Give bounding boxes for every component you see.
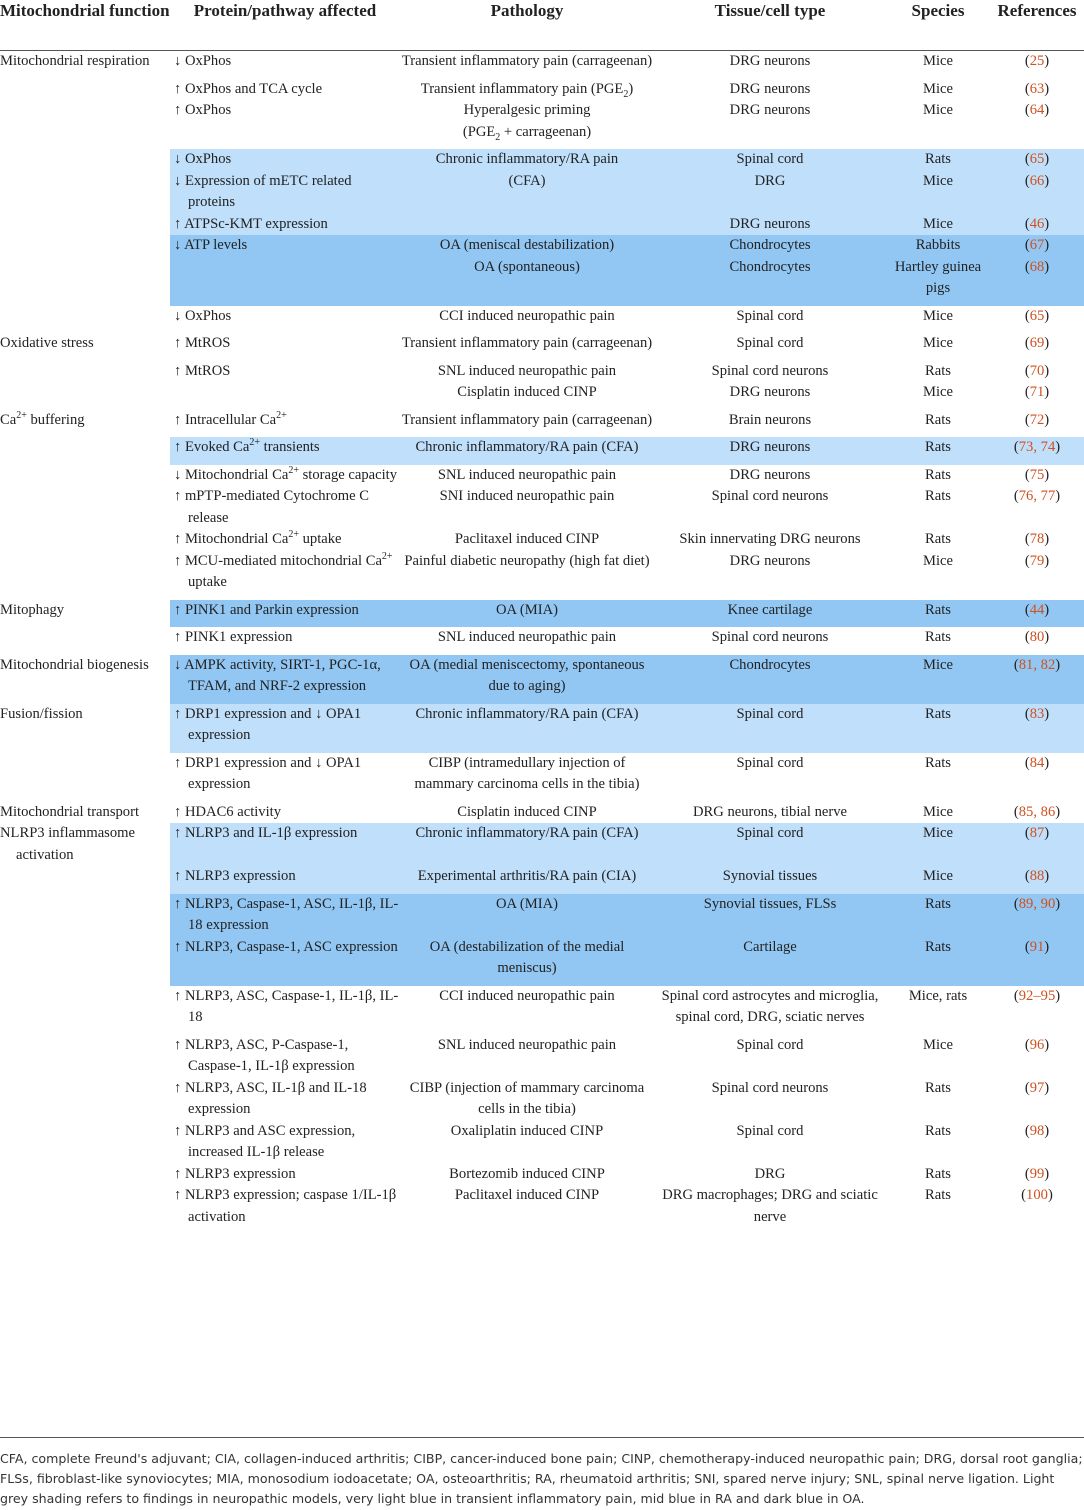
reference-link[interactable]: 80 bbox=[1029, 629, 1045, 645]
table-row bbox=[0, 704, 1084, 753]
table-row bbox=[0, 361, 1084, 383]
table-row bbox=[0, 382, 1084, 410]
table-row bbox=[0, 465, 1084, 487]
header-species: Species bbox=[886, 0, 990, 51]
reference-link[interactable]: 46 bbox=[1029, 215, 1045, 232]
tissue-cell: DRG neurons bbox=[729, 80, 811, 97]
pathology-cell: CCI induced neuropathic pain bbox=[439, 987, 615, 1004]
pathology-cell: Experimental arthritis/RA pain (CIA) bbox=[400, 866, 654, 894]
protein-cell: ↑ Intracellular $Ca^{2+}$ bbox=[174, 409, 287, 428]
reference-cell: (80) bbox=[1024, 629, 1050, 645]
protein-cell: ↑ NLRP3, Caspase-1, ASC expression bbox=[174, 938, 398, 955]
reference-cell: (72) bbox=[1024, 411, 1050, 428]
reference-link[interactable]: 87 bbox=[1029, 825, 1045, 841]
protein-cell: ↑ NLRP3, ASC, IL-1β and IL-18 expression bbox=[174, 1079, 367, 1117]
reference-cell: (76, 77) bbox=[1013, 488, 1061, 504]
table-row bbox=[0, 753, 1084, 802]
species-cell: Rats bbox=[925, 531, 951, 547]
pathology-cell: Painful diabetic neuropathy (high fat diet) bbox=[404, 552, 650, 569]
tissue-cell: DRG neurons, tibial nerve bbox=[692, 803, 847, 820]
tissue-cell: Spinal cord neurons bbox=[711, 488, 829, 504]
protein-cell: ↓ OxPhos bbox=[174, 151, 232, 167]
reference-link[interactable]: 83 bbox=[1029, 705, 1045, 722]
table-footnote: CFA, complete Freund's adjuvant; CIA, collagen-induced arthritis; CIBP, cancer-induced bone pain; CINP, chemotherapy-induced neuropathic pain; DRG, dorsal root ganglia; FLSs, fibroblast-like synoviocytes; MIA, monosodium iodoacetate; OA, osteoarthritis; RA, rheumatoid arthritis; SNI, spared nerve injury; SNL, spinal nerve ligation. Light grey shading refers to findings in neuropathic models, very light blue in transient inflammatory pain, mid blue in RA and dark blue in OA. bbox=[0, 1451, 1083, 1506]
protein-cell: ↑ DRP1 expression and ↓ OPA1 expression bbox=[174, 754, 362, 792]
reference-cell: (65) bbox=[1024, 307, 1050, 324]
species-cell: Rats bbox=[925, 629, 951, 645]
pathology-cell: OA (MIA) bbox=[400, 894, 654, 937]
protein-cell: ↑ NLRP3, ASC, Caspase-1, IL-1β, IL-18 bbox=[174, 987, 399, 1025]
function-cell: NLRP3 inflammasome activation bbox=[0, 825, 135, 863]
protein-cell: ↑ Evoked $Ca^{2+}$ transients bbox=[174, 437, 320, 455]
tissue-cell: Synovial tissues, FLSs bbox=[654, 894, 886, 937]
reference-cell: (88) bbox=[990, 866, 1084, 894]
table-bottom-rule bbox=[0, 1437, 1084, 1438]
tissue-cell: Spinal cord bbox=[736, 754, 804, 771]
reference-cell: (96) bbox=[1024, 1036, 1050, 1053]
table-row bbox=[0, 823, 1084, 866]
reference-link[interactable]: 97 bbox=[1029, 1079, 1045, 1096]
species-cell: Mice bbox=[923, 1036, 953, 1053]
reference-cell: (44) bbox=[990, 600, 1084, 628]
species-cell: Mice bbox=[886, 866, 990, 894]
tissue-cell: DRG macrophages; DRG and sciatic nerve bbox=[662, 1187, 878, 1225]
protein-cell: ↑ Mitochondrial $Ca^{2+}$ uptake bbox=[174, 529, 342, 547]
species-cell: Rabbits bbox=[886, 235, 990, 257]
species-cell: Mice bbox=[886, 214, 990, 236]
pathology-cell: SNL induced neuropathic pain bbox=[437, 629, 617, 645]
reference-cell: (65) bbox=[990, 149, 1084, 171]
table-row bbox=[0, 149, 1084, 171]
table-row bbox=[0, 306, 1084, 334]
tissue-cell: Spinal cord neurons bbox=[711, 1079, 829, 1096]
pathology-cell: Bortezomib induced CINP bbox=[449, 1165, 605, 1182]
tissue-cell: Spinal cord neurons bbox=[711, 629, 829, 645]
protein-cell: ↑ MCU-mediated mitochondrial $Ca^{2+}$ uptake bbox=[174, 550, 393, 590]
species-cell: Mice, rats bbox=[908, 987, 968, 1004]
reference-link[interactable]: 71 bbox=[1029, 384, 1045, 400]
pathology-cell: Oxaliplatin induced CINP bbox=[450, 1122, 604, 1139]
function-cell: Mitochondrial biogenesis bbox=[0, 656, 149, 673]
pathology-cell bbox=[400, 214, 654, 236]
pathology-cell: CIBP (injection of mammary carcinoma cells in the tibia) bbox=[409, 1079, 645, 1117]
tissue-cell: DRG neurons bbox=[729, 102, 811, 118]
tissue-cell: DRG bbox=[654, 171, 886, 214]
species-cell: Rats bbox=[925, 466, 951, 483]
species-cell: Mice bbox=[886, 171, 990, 214]
pathology-cell: Transient inflammatory pain (carrageenan) bbox=[401, 411, 653, 428]
pathology-cell: Transient inflammatory pain $(PGE_2)$ bbox=[420, 80, 634, 100]
reference-cell: (63) bbox=[1024, 80, 1050, 97]
protein-cell: ↓ ATP levels bbox=[174, 237, 248, 253]
protein-cell: ↓ Expression of mETC related proteins bbox=[174, 172, 352, 210]
header-protein-pathway: Protein/pathway affected bbox=[170, 0, 400, 51]
tissue-cell: Knee cartilage bbox=[654, 600, 886, 628]
reference-link[interactable]: 84 bbox=[1029, 754, 1045, 771]
species-cell: Mice bbox=[886, 823, 990, 866]
protein-cell: ↓ OxPhos bbox=[174, 307, 232, 324]
pathology-cell: Chronic inflammatory/RA pain (CFA) bbox=[400, 704, 654, 753]
header-tissue-cell-type: Tissue/cell type bbox=[654, 0, 886, 51]
reference-cell: (70) bbox=[1024, 362, 1050, 379]
function-cell: Fusion/fission bbox=[0, 705, 83, 722]
reference-cell: (64) bbox=[1024, 102, 1050, 118]
reference-cell: (97) bbox=[1024, 1079, 1050, 1096]
reference-cell: (67) bbox=[990, 235, 1084, 257]
table-row bbox=[0, 257, 1084, 306]
function-cell: $Ca^{2+}$ buffering bbox=[0, 409, 85, 428]
protein-cell: ↑ PINK1 and Parkin expression bbox=[174, 601, 359, 618]
tissue-cell: Skin innervating DRG neurons bbox=[679, 531, 861, 547]
species-cell: Rats bbox=[925, 1079, 951, 1096]
reference-link[interactable]: 81, 82 bbox=[1018, 656, 1056, 673]
table-row bbox=[0, 1078, 1084, 1121]
reference-cell: (89, 90) bbox=[990, 894, 1084, 937]
table-row bbox=[0, 866, 1084, 894]
table-row bbox=[0, 1035, 1084, 1078]
tissue-cell: DRG neurons bbox=[729, 53, 811, 69]
reference-cell: (46) bbox=[990, 214, 1084, 236]
tissue-cell: Spinal cord bbox=[654, 704, 886, 753]
table-row bbox=[0, 551, 1084, 600]
species-cell: Rats bbox=[886, 437, 990, 465]
table-row bbox=[0, 214, 1084, 236]
species-cell: Mice bbox=[923, 53, 953, 69]
reference-cell: (81, 82) bbox=[990, 655, 1084, 704]
protein-cell: ↑ NLRP3 expression bbox=[174, 868, 296, 884]
tissue-cell: Spinal cord bbox=[654, 149, 886, 171]
reference-link[interactable]: 79 bbox=[1029, 552, 1045, 569]
pathology-cell: OA (MIA) bbox=[400, 600, 654, 628]
tissue-cell: Brain neurons bbox=[728, 411, 812, 428]
protein-cell: ↓ Mitochondrial $Ca^{2+}$ storage capacity bbox=[174, 464, 398, 483]
protein-cell: ↑ NLRP3 expression; caspase 1/IL-1β activation bbox=[174, 1187, 397, 1225]
reference-link[interactable]: 99 bbox=[1029, 1165, 1045, 1182]
table-row bbox=[0, 171, 1084, 214]
tissue-cell: DRG neurons bbox=[654, 214, 886, 236]
table-row bbox=[0, 410, 1084, 438]
tissue-cell: Spinal cord bbox=[654, 823, 886, 866]
reference-cell: (68) bbox=[990, 257, 1084, 306]
pathology-cell: (CFA) bbox=[400, 171, 654, 214]
protein-cell: ↑ NLRP3 and ASC expression, increased IL-1β release bbox=[174, 1122, 356, 1160]
pathology-cell: CCI induced neuropathic pain bbox=[439, 307, 615, 324]
protein-cell: ↓ AMPK activity, SIRT-1, PGC-1α, TFAM, and NRF-2 expression bbox=[174, 656, 381, 694]
tissue-cell: Spinal cord neurons bbox=[711, 362, 829, 379]
reference-link[interactable]: 76, 77 bbox=[1018, 488, 1056, 504]
protein-cell: ↑ HDAC6 activity bbox=[174, 803, 282, 820]
reference-link[interactable]: 72 bbox=[1029, 411, 1045, 428]
reference-link[interactable]: 78 bbox=[1029, 531, 1045, 547]
protein-cell: ↑ mPTP-mediated Cytochrome C release bbox=[174, 488, 369, 526]
species-cell: Rats bbox=[925, 488, 951, 504]
protein-cell: ↑ NLRP3, Caspase-1, ASC, IL-1β, IL-18 expression bbox=[174, 895, 399, 933]
pathology-cell: CIBP (intramedullary injection of mammary carcinoma cells in the tibia) bbox=[414, 754, 640, 792]
protein-cell: ↑ NLRP3 and IL-1β expression bbox=[174, 825, 358, 841]
table-row bbox=[0, 986, 1084, 1035]
species-cell: Rats bbox=[925, 411, 951, 428]
table-row bbox=[0, 1164, 1084, 1186]
species-cell: Rats bbox=[886, 149, 990, 171]
reference-link[interactable]: 75 bbox=[1029, 466, 1045, 483]
species-cell: Rats bbox=[925, 1165, 951, 1182]
reference-link[interactable]: 91 bbox=[1029, 938, 1045, 955]
reference-link[interactable]: 25 bbox=[1029, 53, 1045, 69]
species-cell: Rats bbox=[886, 704, 990, 753]
species-cell: Rats bbox=[925, 362, 951, 379]
tissue-cell: DRG neurons bbox=[729, 384, 811, 400]
reference-link[interactable]: 69 bbox=[1029, 335, 1045, 351]
pathology-cell: SNL induced neuropathic pain bbox=[437, 1036, 617, 1053]
species-cell: Mice bbox=[923, 307, 953, 324]
reference-link[interactable]: 64 bbox=[1029, 102, 1045, 118]
species-cell: Mice bbox=[923, 102, 953, 118]
reference-cell: (79) bbox=[1024, 552, 1050, 569]
species-cell: Mice bbox=[923, 335, 953, 351]
reference-link[interactable]: 70 bbox=[1029, 362, 1045, 379]
reference-link[interactable]: 89, 90 bbox=[1018, 895, 1056, 912]
reference-link[interactable]: 100 bbox=[1026, 1187, 1048, 1203]
pathology-cell: OA (meniscal destabilization) bbox=[400, 235, 654, 257]
protein-cell: ↑ OxPhos bbox=[174, 102, 232, 118]
pathology-cell: Cisplatin induced CINP bbox=[457, 803, 597, 820]
protein-cell: ↑ ATPSc-KMT expression bbox=[174, 215, 328, 232]
pathology-cell: SNI induced neuropathic pain bbox=[439, 488, 615, 504]
pathology-cell: SNL induced neuropathic pain bbox=[437, 362, 617, 379]
reference-link[interactable]: 63 bbox=[1029, 80, 1045, 97]
table-row bbox=[0, 802, 1084, 824]
protein-cell: ↑ MtROS bbox=[174, 362, 231, 379]
pathology-cell: SNL induced neuropathic pain bbox=[437, 466, 617, 483]
reference-link[interactable]: 85, 86 bbox=[1018, 803, 1056, 820]
reference-link[interactable]: 98 bbox=[1029, 1122, 1045, 1139]
reference-cell: (85, 86) bbox=[1013, 803, 1061, 820]
tissue-cell: DRG neurons bbox=[729, 466, 811, 483]
reference-cell: (25) bbox=[1024, 53, 1050, 69]
header-mitochondrial-function: Mitochondrial function bbox=[0, 0, 170, 51]
tissue-cell: Spinal cord bbox=[736, 1122, 804, 1139]
protein-cell: ↓ OxPhos bbox=[174, 53, 232, 69]
tissue-cell: DRG bbox=[754, 1165, 786, 1182]
species-cell: Rats bbox=[925, 1187, 951, 1203]
table-row bbox=[0, 333, 1084, 361]
table-row bbox=[0, 529, 1084, 551]
pathology-cell: Hyperalgesic priming ($PGE_2$ + carrageenan) bbox=[462, 102, 592, 143]
function-cell: Mitochondrial respiration bbox=[0, 53, 150, 69]
species-cell: Rats bbox=[886, 894, 990, 937]
table-row bbox=[0, 235, 1084, 257]
reference-link[interactable]: 66 bbox=[1029, 172, 1045, 189]
tissue-cell: DRG neurons bbox=[729, 552, 811, 569]
pathology-cell: Transient inflammatory pain (carrageenan) bbox=[401, 53, 653, 69]
table-row bbox=[0, 894, 1084, 937]
reference-cell: (87) bbox=[990, 823, 1084, 866]
species-cell: Hartley guinea pigs bbox=[886, 257, 990, 306]
species-cell: Mice bbox=[886, 655, 990, 704]
table-row bbox=[0, 600, 1084, 628]
reference-link[interactable]: 65 bbox=[1029, 151, 1045, 167]
protein-cell: ↑ MtROS bbox=[174, 335, 231, 351]
tissue-cell: Chondrocytes bbox=[654, 655, 886, 704]
reference-cell: (84) bbox=[1024, 754, 1050, 771]
pathology-cell: Chronic inflammatory/RA pain (CFA) bbox=[400, 823, 654, 866]
reference-cell: (92–95) bbox=[1013, 987, 1061, 1004]
table-header-row bbox=[0, 0, 1084, 51]
protein-cell: ↑ NLRP3, ASC, P-Caspase-1, Caspase-1, IL-1β expression bbox=[174, 1036, 355, 1074]
table-row bbox=[0, 486, 1084, 529]
table-row bbox=[0, 655, 1084, 704]
reference-cell: (99) bbox=[1024, 1165, 1050, 1182]
species-cell: Rats bbox=[886, 600, 990, 628]
pathology-cell: Chronic inflammatory/RA pain (CFA) bbox=[400, 437, 654, 465]
pathology-cell: Paclitaxel induced CINP bbox=[454, 531, 600, 547]
table-row bbox=[0, 51, 1084, 79]
pathology-cell: OA (spontaneous) bbox=[400, 257, 654, 306]
function-cell: Oxidative stress bbox=[0, 335, 94, 351]
reference-cell: (71) bbox=[1024, 384, 1050, 400]
species-cell: Rats bbox=[925, 754, 951, 771]
reference-link[interactable]: 68 bbox=[1029, 258, 1045, 275]
table-row bbox=[0, 937, 1084, 986]
species-cell: Mice bbox=[923, 552, 953, 569]
table-row bbox=[0, 79, 1084, 101]
species-cell: Mice bbox=[923, 80, 953, 97]
reference-link[interactable]: 73, 74 bbox=[1018, 439, 1056, 455]
reference-link[interactable]: 44 bbox=[1029, 601, 1045, 618]
reference-link[interactable]: 67 bbox=[1029, 237, 1045, 253]
tissue-cell: Chondrocytes bbox=[654, 257, 886, 306]
table-row bbox=[0, 437, 1084, 465]
species-cell: Rats bbox=[925, 1122, 951, 1139]
reference-cell: (98) bbox=[1024, 1122, 1050, 1139]
tissue-cell: Spinal cord bbox=[736, 335, 804, 351]
tissue-cell: Synovial tissues bbox=[654, 866, 886, 894]
reference-link[interactable]: 92–95 bbox=[1018, 987, 1056, 1004]
reference-cell: (91) bbox=[990, 937, 1084, 986]
pathology-cell: OA (medial meniscectomy, spontaneous due to aging) bbox=[400, 655, 654, 704]
tissue-cell: DRG neurons bbox=[654, 437, 886, 465]
reference-cell: (100) bbox=[1021, 1187, 1053, 1203]
pathology-cell: Chronic inflammatory/RA pain bbox=[400, 149, 654, 171]
pathology-cell: Transient inflammatory pain (carrageenan) bbox=[401, 335, 653, 351]
protein-cell: ↑ DRP1 expression and ↓ OPA1 expression bbox=[174, 705, 362, 743]
table-row bbox=[0, 1185, 1084, 1228]
protein-cell: ↑ NLRP3 expression bbox=[174, 1165, 296, 1182]
tissue-cell: Chondrocytes bbox=[654, 235, 886, 257]
table-row bbox=[0, 627, 1084, 655]
table-row bbox=[0, 1121, 1084, 1164]
reference-cell: (75) bbox=[1024, 466, 1050, 483]
reference-cell: (69) bbox=[1024, 335, 1050, 351]
pathology-cell: Paclitaxel induced CINP bbox=[454, 1187, 600, 1203]
tissue-cell: Spinal cord bbox=[736, 307, 804, 324]
header-references: References bbox=[990, 0, 1084, 51]
species-cell: Mice bbox=[923, 803, 953, 820]
protein-cell: ↑ OxPhos and TCA cycle bbox=[174, 80, 323, 97]
tissue-cell: Spinal cord astrocytes and microglia, spinal cord, DRG, sciatic nerves bbox=[661, 987, 879, 1025]
species-cell: Rats bbox=[886, 937, 990, 986]
reference-cell: (83) bbox=[990, 704, 1084, 753]
function-cell: Mitophagy bbox=[0, 601, 65, 618]
pathology-cell: OA (destabilization of the medial meniscus) bbox=[400, 937, 654, 986]
tissue-cell: Cartilage bbox=[654, 937, 886, 986]
reference-link[interactable]: 96 bbox=[1029, 1036, 1045, 1053]
function-cell: Mitochondrial transport bbox=[0, 803, 140, 820]
reference-cell: (73, 74) bbox=[990, 437, 1084, 465]
protein-cell: ↑ PINK1 expression bbox=[174, 629, 293, 645]
species-cell: Mice bbox=[923, 384, 953, 400]
tissue-cell: Spinal cord bbox=[736, 1036, 804, 1053]
header-pathology: Pathology bbox=[400, 0, 654, 51]
reference-cell: (66) bbox=[990, 171, 1084, 214]
pathology-cell: Cisplatin induced CINP bbox=[457, 384, 597, 400]
reference-link[interactable]: 65 bbox=[1029, 307, 1045, 324]
reference-link[interactable]: 88 bbox=[1029, 868, 1045, 884]
reference-cell: (78) bbox=[1024, 531, 1050, 547]
table-row bbox=[0, 100, 1084, 149]
